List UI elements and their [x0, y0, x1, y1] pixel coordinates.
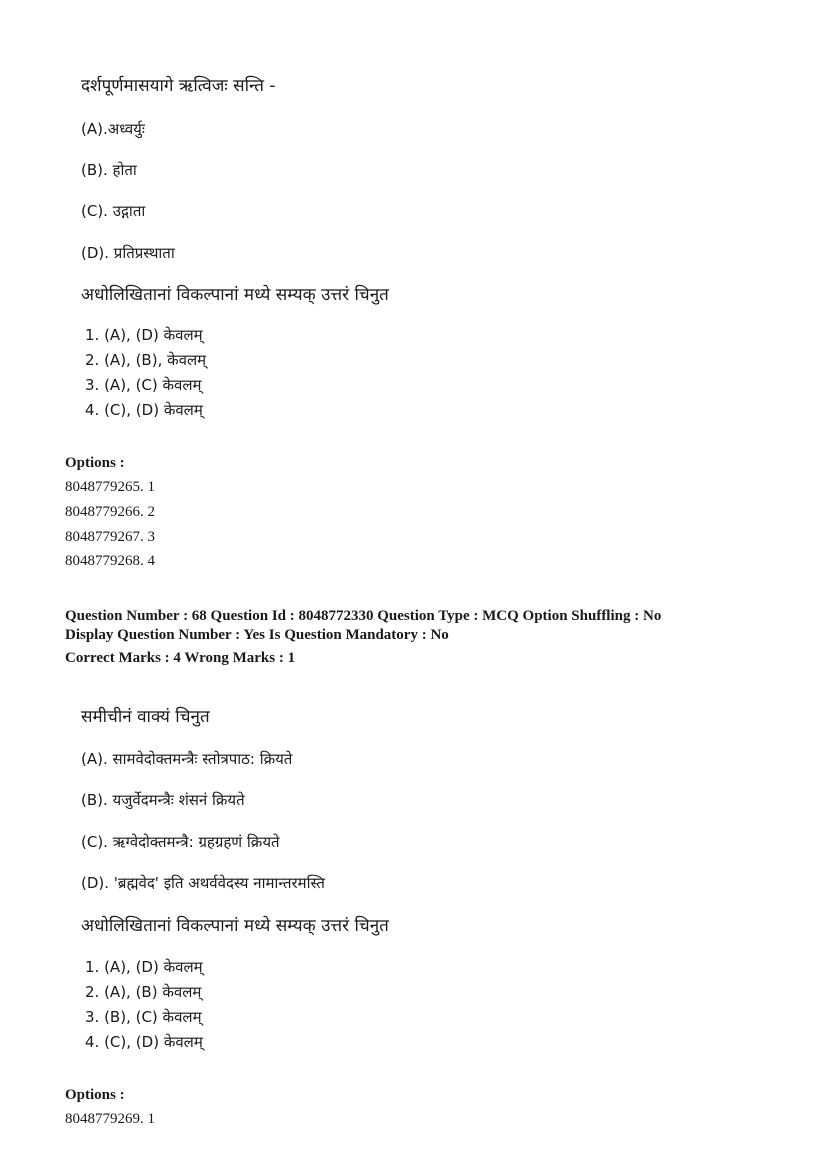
q2-options-label: Options : — [65, 1087, 125, 1103]
q2-choice-d: (D). 'ब्रह्मवेद' इति अथर्ववेदस्य नामान्तरमस्ति — [81, 874, 325, 892]
q2-choice-c: (C). ऋग्वेदोक्तमन्त्रै: ग्रहग्रहणं क्रियते — [81, 833, 280, 851]
q1-choice-a: (A).अध्वर्युः — [81, 120, 145, 138]
q1-option-4: 8048779268. 4 — [65, 553, 155, 569]
q1-option-1: 8048779265. 1 — [65, 479, 155, 495]
q2-answer-2: 2. (A), (B) केवलम् — [85, 983, 202, 1001]
q1-option-3: 8048779267. 3 — [65, 529, 155, 545]
q2-meta-line3: Correct Marks : 4 Wrong Marks : 1 — [65, 650, 296, 666]
q1-choice-d: (D). प्रतिप्रस्थाता — [81, 244, 175, 262]
q1-option-2: 8048779266. 2 — [65, 504, 155, 520]
q2-choice-a: (A). सामवेदोक्तमन्त्रैः स्तोत्रपाठ: क्रियते — [81, 750, 293, 768]
q1-answer-list — [85, 323, 206, 423]
q1-choice-b: (B). होता — [81, 161, 137, 179]
q1-answer-4: 4. (C), (D) केवलम् — [85, 401, 203, 419]
q2-choice-b: (B). यजुर्वेदमन्त्रैः शंसनं क्रियते — [81, 791, 245, 809]
q2-instruction: अधोलिखितानां विकल्पानां मध्ये सम्यक् उत्तरं चिनुत — [81, 916, 389, 936]
q2-meta-line1: Question Number : 68 Question Id : 8048772330 Question Type : MCQ Option Shuffling : No — [65, 608, 662, 624]
q1-answer-1: 1. (A), (D) केवलम् — [85, 326, 203, 344]
q2-answer-1: 1. (A), (D) केवलम् — [85, 958, 203, 976]
q2-meta-line2: Display Question Number : Yes Is Question Mandatory : No — [65, 627, 449, 643]
q2-answer-3: 3. (B), (C) केवलम् — [85, 1008, 202, 1026]
q1-answer-2: 2. (A), (B), केवलम् — [85, 351, 207, 369]
q1-question-text: दर्शपूर्णमासयागे ऋत्विजः सन्ति - — [81, 76, 276, 96]
q2-answer-list — [85, 955, 203, 1055]
q2-question-text: समीचीनं वाक्यं चिनुत — [81, 707, 210, 727]
q1-options-label: Options : — [65, 455, 125, 471]
q2-option-1: 8048779269. 1 — [65, 1111, 155, 1127]
q1-choice-c: (C). उद्गाता — [81, 202, 146, 220]
q1-instruction: अधोलिखितानां विकल्पानां मध्ये सम्यक् उत्तरं चिनुत — [81, 285, 389, 305]
q1-answer-3: 3. (A), (C) केवलम् — [85, 376, 202, 394]
q2-answer-4: 4. (C), (D) केवलम् — [85, 1033, 203, 1051]
